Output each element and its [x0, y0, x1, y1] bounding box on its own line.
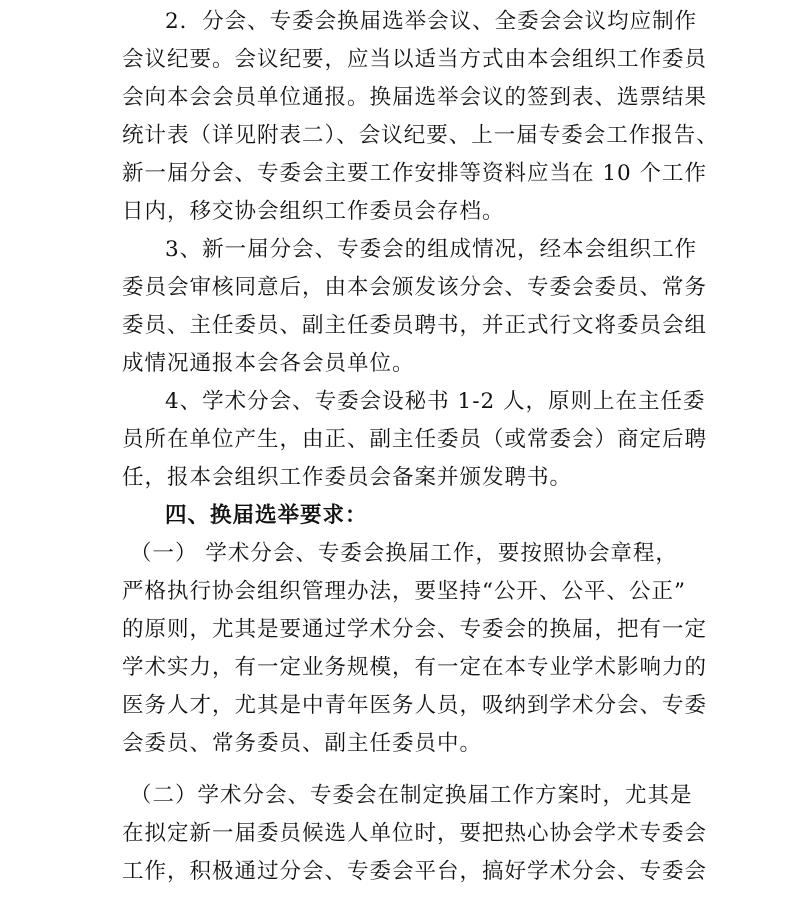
- paragraph-line: 医务人才，尤其是中青年医务人员，吸纳到学术分会、专委: [122, 693, 708, 718]
- paragraph-line: 在拟定新一届委员候选人单位时，要把热心协会学术专委会: [122, 821, 708, 846]
- paragraph-line: 4、学术分会、专委会设秘书 1-2 人，原则上在主任委: [165, 389, 706, 414]
- paragraph-line: 3、新一届分会、专委会的组成情况，经本会组织工作: [165, 237, 698, 262]
- paragraph-line: 工作，积极通过分会、专委会平台，搞好学术分会、专委会: [122, 859, 708, 884]
- paragraph-line: 严格执行协会组织管理办法，要坚持“公开、公平、公正”: [122, 579, 686, 604]
- paragraph-line: （二）学术分会、专委会在制定换届工作方案时，尤其是: [130, 783, 693, 808]
- section-heading: 四、换届选举要求：: [165, 503, 368, 528]
- paragraph-line: 新一届分会、专委会主要工作安排等资料应当在 10 个工作: [122, 161, 708, 186]
- paragraph-line: 学术实力，有一定业务规模，有一定在本专业学术影响力的: [122, 655, 708, 680]
- paragraph-line: 日内，移交协会组织工作委员会存档。: [122, 199, 505, 224]
- paragraph-line: 会委员、常务委员、副主任委员中。: [122, 731, 483, 756]
- paragraph-line: 委员、主任委员、副主任委员聘书，并正式行文将委员会组: [122, 313, 708, 338]
- paragraph-line: 2．分会、专委会换届选举会议、全委会会议均应制作: [165, 9, 698, 34]
- paragraph-line: 员所在单位产生，由正、副主任委员（或常委会）商定后聘: [122, 427, 708, 452]
- paragraph-line: 会议纪要。会议纪要，应当以适当方式由本会组织工作委员: [122, 47, 708, 72]
- paragraph-line: 任，报本会组织工作委员会备案并颁发聘书。: [122, 465, 573, 490]
- paragraph-line: 的原则，尤其是要通过学术分会、专委会的换届，把有一定: [122, 617, 708, 642]
- paragraph-line: 会向本会会员单位通报。换届选举会议的签到表、选票结果: [122, 85, 708, 110]
- paragraph-line: 成情况通报本会各会员单位。: [122, 351, 415, 376]
- paragraph-line: 委员会审核同意后，由本会颁发该分会、专委会委员、常务: [122, 275, 708, 300]
- paragraph-line: 统计表（详见附表二）、会议纪要、上一届专委会工作报告、: [122, 123, 719, 148]
- paragraph-line: （一） 学术分会、专委会换届工作，要按照协会章程，: [130, 541, 678, 566]
